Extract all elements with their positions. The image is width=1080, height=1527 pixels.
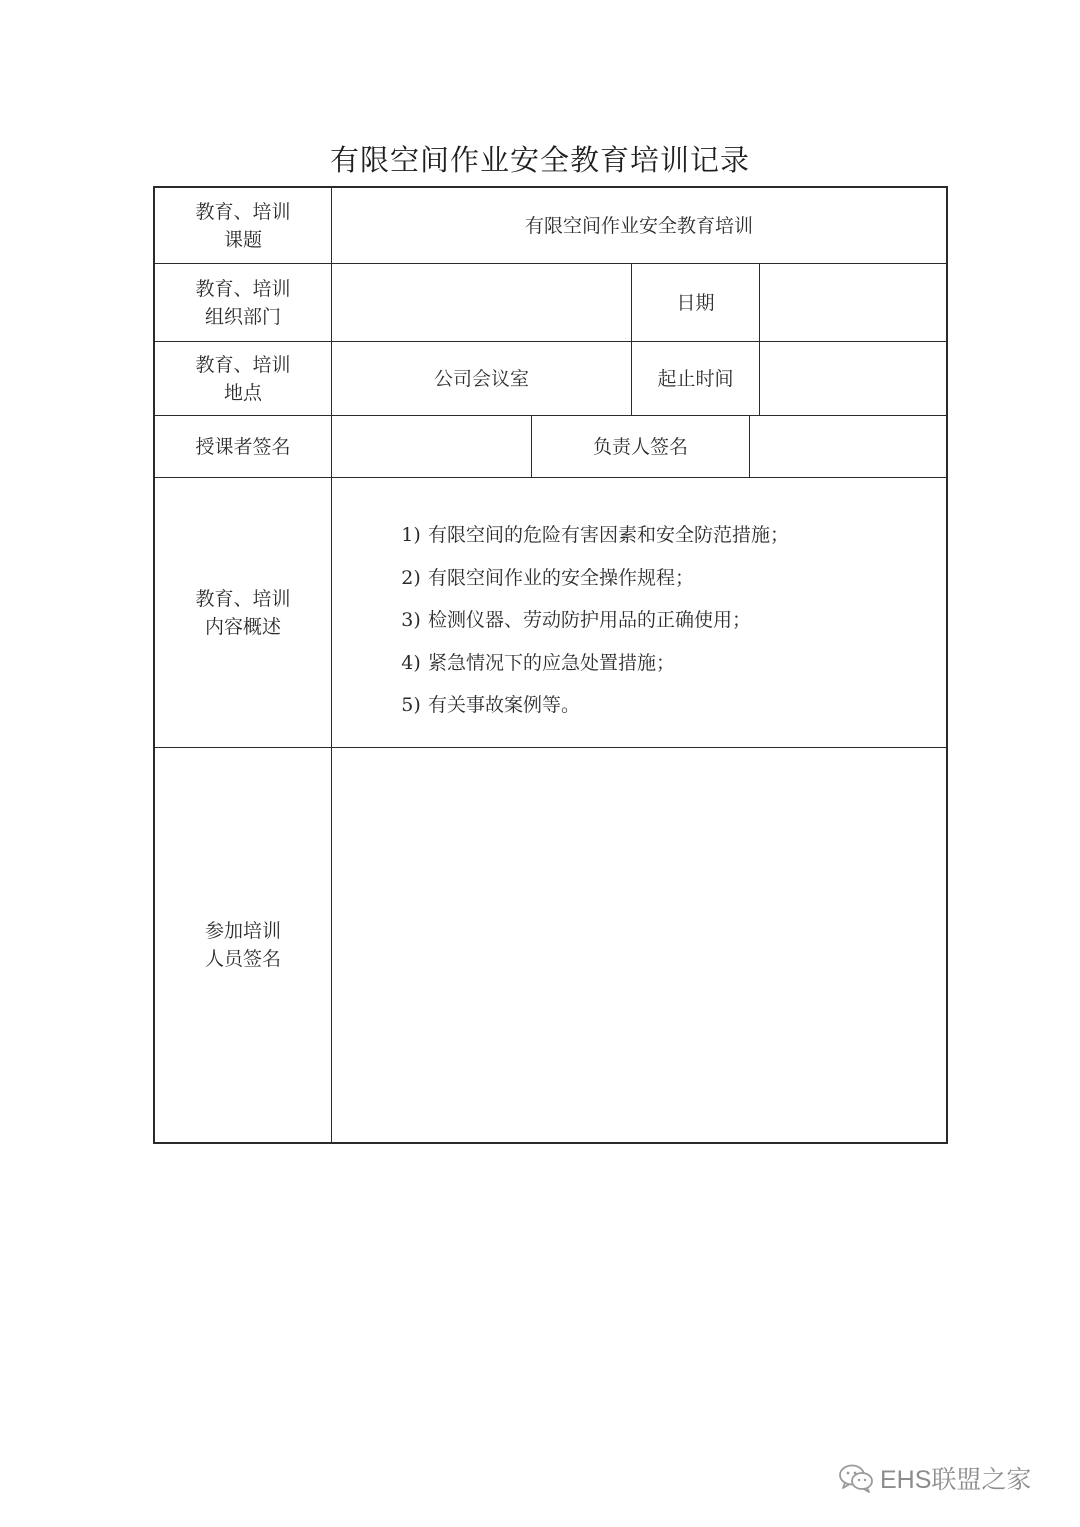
topic-label-line2: 课题 bbox=[223, 228, 262, 251]
date-value-field[interactable] bbox=[759, 264, 946, 341]
department-label-line2: 组织部门 bbox=[204, 305, 281, 328]
attendees-label-line1: 参加培训 bbox=[204, 920, 281, 942]
time-range-value-field[interactable] bbox=[759, 342, 946, 415]
responsible-signature-field[interactable] bbox=[749, 416, 946, 477]
location-label bbox=[155, 342, 331, 415]
attendees-label bbox=[155, 748, 331, 1142]
list-item-text: 有关事故案例等。 bbox=[428, 694, 581, 716]
list-item-number: 4) bbox=[401, 651, 421, 674]
topic-value[interactable]: 有限空间作业安全教育培训 bbox=[331, 188, 946, 263]
row-department bbox=[155, 264, 946, 342]
training-record-table bbox=[153, 186, 948, 1144]
list-item-text: 紧急情况下的应急处置措施； bbox=[428, 651, 676, 674]
responsible-signature-label: 负责人签名 bbox=[531, 416, 749, 477]
content-overview bbox=[331, 478, 946, 747]
list-item bbox=[394, 642, 789, 685]
location-label-line2: 地点 bbox=[223, 381, 262, 404]
row-attendees bbox=[155, 748, 946, 1142]
row-location bbox=[155, 342, 946, 416]
attendees-signature-field[interactable] bbox=[331, 748, 946, 1142]
lecturer-signature-field[interactable] bbox=[331, 416, 531, 477]
content-label-line1: 教育、培训 bbox=[195, 587, 291, 610]
list-item bbox=[394, 514, 789, 557]
department-label bbox=[155, 264, 331, 341]
wechat-icon bbox=[838, 1463, 874, 1493]
content-label-line2: 内容概述 bbox=[204, 615, 281, 638]
page-title: 有限空间作业安全教育培训记录 bbox=[329, 143, 750, 177]
department-value-field[interactable] bbox=[331, 264, 631, 341]
list-item-number: 5) bbox=[401, 694, 421, 716]
location-label-line1: 教育、培训 bbox=[195, 353, 291, 376]
watermark bbox=[838, 1460, 1031, 1496]
list-item-text: 有限空间作业的安全操作规程； bbox=[428, 566, 695, 589]
attendees-label-line2: 人员签名 bbox=[204, 948, 281, 970]
watermark-text: EHS联盟之家 bbox=[880, 1466, 1032, 1494]
time-range-label: 起止时间 bbox=[631, 342, 759, 415]
list-item-text: 有限空间的危险有害因素和安全防范措施； bbox=[428, 524, 790, 546]
row-content bbox=[155, 478, 946, 748]
lecturer-signature-label: 授课者签名 bbox=[195, 435, 291, 458]
topic-label bbox=[155, 188, 331, 263]
content-list bbox=[394, 514, 789, 727]
list-item bbox=[394, 684, 789, 727]
date-label: 日期 bbox=[631, 264, 759, 341]
list-item-number: 1) bbox=[401, 524, 421, 546]
list-item-number: 2) bbox=[401, 566, 421, 589]
content-label bbox=[155, 478, 331, 747]
list-item-number: 3) bbox=[401, 609, 421, 631]
department-label-line1: 教育、培训 bbox=[195, 277, 291, 300]
list-item bbox=[394, 599, 789, 642]
list-item bbox=[394, 557, 789, 600]
row-topic bbox=[155, 188, 946, 264]
location-value-field[interactable]: 公司会议室 bbox=[331, 342, 631, 415]
row-signatures bbox=[155, 416, 946, 478]
topic-label-line1: 教育、培训 bbox=[195, 200, 291, 223]
list-item-text: 检测仪器、劳动防护用品的正确使用； bbox=[428, 609, 752, 631]
